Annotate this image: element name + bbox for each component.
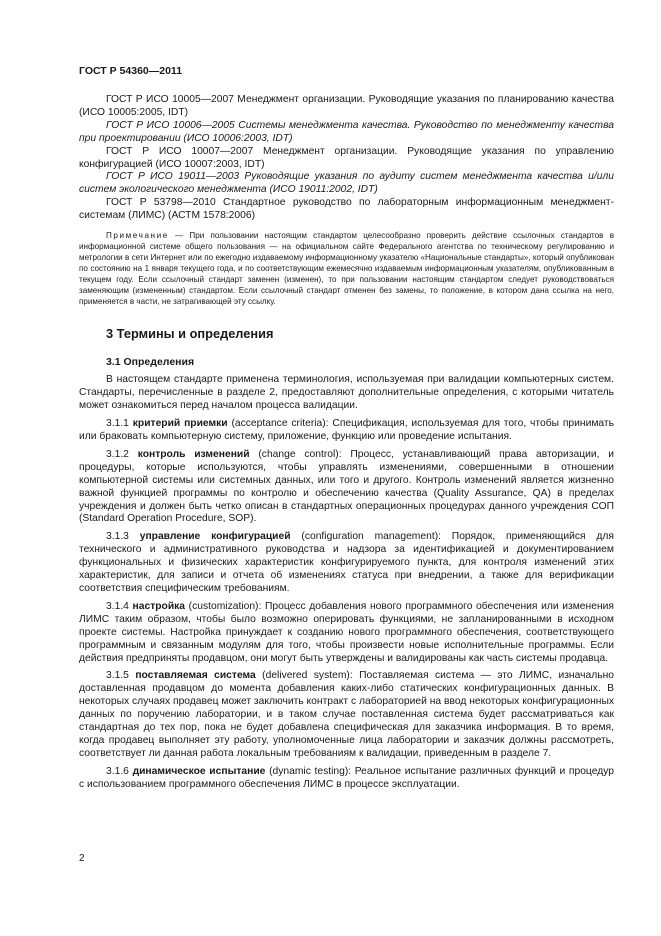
term-definition [79,766,614,792]
term-text: (acceptance criteria): Спецификация, используемая для того, чтобы принимать или браковать компьютерную систему, приложение, функцию или проведение испытания. [79,418,614,443]
reference-item: ГОСТ Р ИСО 19011—2003 Руководящие указания по аудиту систем менеджмента качества и/или систем экологического менеджмента (ИСО 19011:2002, IDT) [79,171,614,196]
term-name: динамическое испытание [132,765,266,777]
page-number: 2 [79,853,85,864]
section-heading: 3 Термины и определения [106,326,274,342]
term-definition [79,670,614,760]
term-text: (customization): Процесс добавления нового программного обеспечения или изменения ЛИМС таким образом, чтобы было возможно оперировать функциями, не запланированными в исходном проекте системы. Настройка принуждает к созданию нового программного обеспечения, соответствующего программным и связанным модулям для того, чтобы произвести новые исполнительные программы. Если действия предприняты продавцом, они могут быть утверждены и валидированы как часть системы продавца. [79,600,614,664]
term-name: поставляемая система [135,670,256,682]
term-definition [79,531,614,596]
term-name: контроль изменений [137,448,250,460]
reference-item: ГОСТ Р 53798—2010 Стандартное руководство по лабораторным информационным менеджмент-системам (ЛИМС) (АСТМ 1578:2006) [79,197,614,222]
reference-item: ГОСТ Р ИСО 10006—2005 Системы менеджмента качества. Руководство по менеджменту качества при проектировании (ИСО 10006:2003, IDT) [79,119,614,144]
term-name: управление конфигурацией [139,531,291,543]
term-definition [79,601,614,666]
reference-item: ГОСТ Р ИСО 10005—2007 Менеджмент организации. Руководящие указания по планированию качества (ИСО 10005:2005, IDT) [79,94,614,118]
term-number: 3.1.1 [106,418,129,430]
document-body [79,94,614,792]
term-number: 3.1.2 [106,448,129,460]
term-text: (configuration management): Порядок, применяющийся для технического и административного руководства и надзора за идентификацией и документированием функциональных и физических характеристик конфигурируемого пункта, для контроля изменений этих характеристик, для записи и отчета об изменениях статуса при внедрении, а также для верификации соответствия специфическим требованиям. [79,531,614,594]
reference-item: ГОСТ Р ИСО 10007—2007 Менеджмент организации. Руководящие указания по управлению конфигурацией (ИСО 10007:2003, IDT) [79,145,614,170]
document-header: ГОСТ Р 54360—2011 [79,65,183,77]
term-name: критерий приемки [132,418,228,430]
note-label: Примечание [106,231,169,241]
term-name: настройка [132,600,186,612]
term-number: 3.1.5 [106,670,129,682]
term-definition [79,418,614,444]
term-text: (change control): Процесс, устанавливающий права авторизации, и процедуры, которые используются, чтобы управлять изменениями, совершенными в отношении компьютерной системы или системных данных, или того и другого. Контроль изменений является жизненно важной функцией программы по контролю и обеспечению качества (Quality Assurance, QA) в пределах учреждения и должен быть четко описан в стандартных операционных процедурах данного учреждения СОП (Standard Operation Procedure, SOP). [79,448,614,525]
term-definition [79,449,614,526]
intro-paragraph: В настоящем стандарте применена терминология, используемая при валидации компьютерных систем. Стандарты, перечисленные в разделе 2, предоставляют дополнительные определения, с которыми читатель может ознакомиться перед началом процесса валидации. [79,374,614,412]
term-text: (dynamic testing): Реальное испытание различных функций и процедур с использованием программного обеспечения ЛИМС в процессе эксплуатации. [79,765,614,790]
term-number: 3.1.3 [106,531,129,543]
term-number: 3.1.6 [106,765,129,777]
subsection-heading: 3.1 Определения [106,356,195,369]
note-paragraph [79,231,614,307]
term-number: 3.1.4 [106,600,129,612]
note-text: — При пользовании настоящим стандартом целесообразно проверить действие ссылочных стандартов в информационной системе общего пользования — на официальном сайте Федерального агентства по техническому регулированию и метрологии в сети Интернет или по ежегодно издаваемому информационному указателю «Национальные стандарты», который опубликован по состоянию на 1 января текущего года, и по соответствующим ежемесячно издаваемым информационным указателям, опубликованным в текущем году. Если ссылочный стандарт заменен (изменен), то при пользовании настоящим стандартом следует руководствоваться заменяющим (измененным) стандартом. Если ссылочный стандарт отменен без замены, то положение, в котором дана ссылка на него, применяется в части, не затрагивающей эту ссылку. [79,231,614,306]
term-text: (delivered system): Поставляемая система — это ЛИМС, изначально доставленная продавцом до момента добавления каких-либо статических конфигурационных данных. В некоторых случаях продавец может заключить контракт с лабораторией на ввод некоторых конфигурационных данных по поручению лаборатории, и в таком случае поставленная система будет рассматриваться как стандартная до тех пор, пока не будет добавлена специфическая для заказчика информация. В то время, когда продавец выполняет эту работу, уполномоченные лица лаборатории и заказчик должны рассмотреть, соответствует ли данная работа локальным требованиям к валидации, приведенным в разделе 7. [79,670,614,759]
